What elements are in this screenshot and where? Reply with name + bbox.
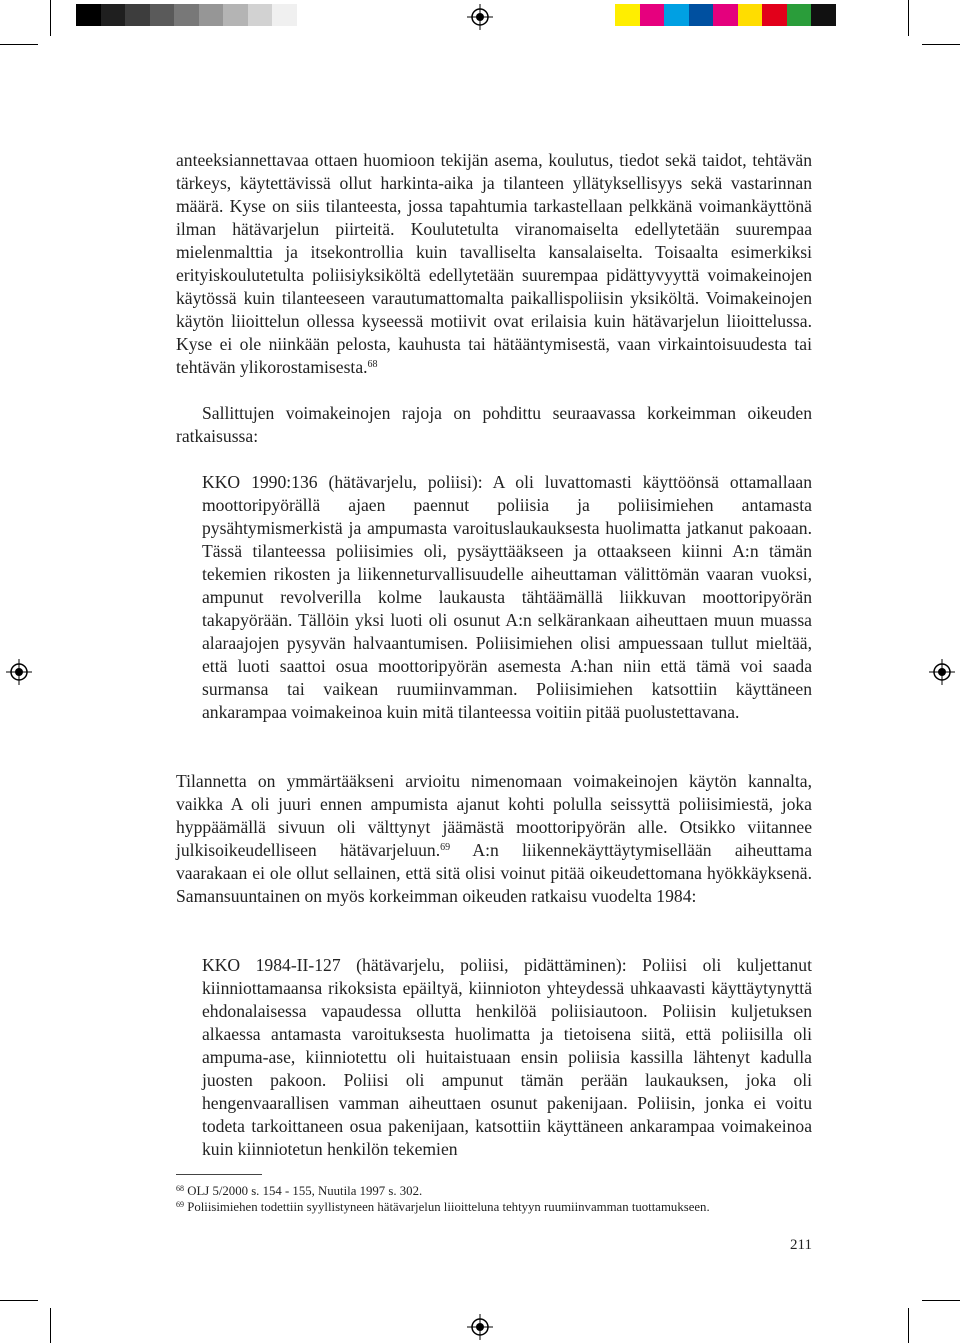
footnote-68 xyxy=(176,1183,836,1199)
footnote-number: 69 xyxy=(176,1200,184,1209)
registration-mark-icon xyxy=(467,4,493,30)
quote-text: KKO 1984-II-127 (hätävarjelu, poliisi, pidättäminen): Poliisi oli kuljettanut kiinniottamaansa rikoksista epäiltyä, kiinnioton yhteydessä uhkaavasti käyttäytynyttä ehdonalaisessa vapaudessa ollutta henkilöä poliisiautoon. Poliisin kuljetuksen alkaessa antamasta varoituksesta huolimatta ja tietoisena siitä, että poliisilla oli ampuma-ase, kiinniotettu oli huitaistuaan ensin poliisia kassilla lähtenyt kadulla juosten pakoon. Poliisi oli ampunut tämän perään laukauksen, joka oli hengenvaarallisen vamman aiheuttaen osunut pakenijaan. Poliisin, jonka ei voitu todeta tarkoittaneen osua pakenijaan, katsottiin käyttäneen ankarampaa voimakeinoa kuin kiinniotetun henkilön tekemien xyxy=(202,955,812,1159)
color-swatch xyxy=(738,4,763,26)
color-swatch xyxy=(272,4,297,26)
footnote-number: 68 xyxy=(176,1184,184,1193)
color-swatch xyxy=(101,4,126,26)
color-swatch xyxy=(615,4,640,26)
footnote-69 xyxy=(176,1199,836,1215)
color-swatch xyxy=(689,4,714,26)
color-swatch xyxy=(811,4,836,26)
color-swatch xyxy=(787,4,812,26)
page-number: 211 xyxy=(790,1237,812,1253)
quote-text: KKO 1990:136 (hätävarjelu, poliisi): A oli luvattomasti käyttöönsä ottamallaan moottoripyörällä ajaen paennut poliisia ja poliisimiehen antamasta pysähtymismerkistä ja ampumasta varoituslaukauksesta huolimatta jatkanut pakoaan. Tässä tilanteessa poliisimies oli, pysäyttääkseen ja ottaakseen kiinni A:n tämän tekemien rikosten ja liikenneturvallisuudelle aiheuttaman välittömän vaaran vuoksi, ampunut revolverilla kolme laukausta tähtäämällä liikkuvan moottoripyörän takapyörään. Tällöin yksi luoti oli osunut A:n selkärankaan aiheuttaen muun muassa alaraajojen pysyvän halvaantumisen. Poliisimiehen olisi ampuessaan tullut mieltää, että luoti saattoi osua moottoripyörän asemesta A:han niin että tämä voi saada surmansa tai vaikean ruumiinvamman. Poliisimiehen katsottiin käyttäneen ankarampaa voimakeinoa kuin mitä tilanteessa voitiin pitää puolustettavana. xyxy=(202,472,812,722)
body-paragraph-1 xyxy=(176,149,812,379)
registration-mark-icon xyxy=(467,1314,493,1340)
case-quote-2 xyxy=(176,954,812,1161)
color-swatch xyxy=(640,4,665,26)
footnote-ref[interactable]: 68 xyxy=(367,359,378,370)
footnote-divider xyxy=(176,1174,262,1175)
crop-mark xyxy=(50,0,51,36)
color-calibration-bar xyxy=(615,4,836,26)
registration-mark-icon xyxy=(929,659,955,685)
crop-mark xyxy=(50,1308,51,1343)
color-swatch xyxy=(199,4,224,26)
color-swatch xyxy=(76,4,101,26)
color-swatch xyxy=(713,4,738,26)
paragraph-text: anteeksiannettavaa ottaen huomioon tekijän asema, koulutus, tiedot sekä taidot, tehtävän tärkeys, käytettävissä ollut harkinta-aika ja tilanteen yllätyksellisyys sekä vastarinnan määrä. Kyse on siis tilanteesta, jossa tapahtumia tarkastellaan pelkkänä voimankäyttönä ilman hätävarjelun piirteitä. Koulutetulta viranomaiselta edellytetään suurempaa mielenmalttia ja itsekontrollia kuin tavalliselta kansalaiselta. Toisaalta esimerkiksi erityiskoulutetulta poliisiyksiköltä edellytetään suurempaa pidättyvyyttä voimakeinojen käytössä kuin tilanteeseen varautumattomalta paikallispoliisin yksiköltä. Voimakeinojen käytön liioittelun ollessa kyseessä motiivit ovat erilaisia kuin hätävarjelun liioittelussa. Kyse ei ole niinkään pelosta, kauhusta tai hätääntymisestä, vaan virkaintoisuudesta tai tehtävän ylikorostamisesta. xyxy=(176,150,812,377)
case-quote-1 xyxy=(176,471,812,724)
paragraph-text: Tilannetta on ymmärtääkseni arvioitu nimenomaan voimakeinojen käytön kannalta, vaikka A oli juuri ennen ampumista ajanut kohti polulla seissyttä poliisimiestä, joka hyppäämällä sivuun oli välttynyt jäämästä moottoripyörän alle. Otsikko viitannee julkisoikeudelliseen hätävarjeluun. xyxy=(176,771,812,860)
color-swatch xyxy=(174,4,199,26)
color-swatch xyxy=(664,4,689,26)
paragraph-text: A:n liikennekäyttäytymisellään aiheuttama vaarakaan ei ole ollut sellainen, että sitä olisi voinut pitää oikeudettomana hyökkäyksenä. Samansuuntainen on myös korkeimman oikeuden ratkaisu vuodelta 1984: xyxy=(176,840,812,906)
footnote-text: OLJ 5/2000 s. 154 - 155, Nuutila 1997 s. 302. xyxy=(187,1184,423,1198)
crop-mark xyxy=(922,44,960,45)
crop-mark xyxy=(0,1300,38,1301)
grayscale-bar xyxy=(76,4,297,26)
crop-mark xyxy=(0,44,38,45)
footnote-ref[interactable]: 69 xyxy=(440,842,451,853)
body-paragraph-2 xyxy=(176,402,812,448)
color-swatch xyxy=(248,4,273,26)
color-swatch xyxy=(223,4,248,26)
crop-mark xyxy=(908,0,909,36)
crop-mark xyxy=(922,1300,960,1301)
registration-mark-icon xyxy=(6,659,32,685)
color-swatch xyxy=(125,4,150,26)
paragraph-text: Sallittujen voimakeinojen rajoja on pohdittu seuraavassa korkeimman oikeuden ratkaisussa: xyxy=(176,403,812,446)
color-swatch xyxy=(762,4,787,26)
crop-mark xyxy=(908,1308,909,1343)
footnote-text: Poliisimiehen todettiin syyllistyneen hätävarjelun liioitteluna tehtyyn ruumiinvamman tuottamukseen. xyxy=(187,1200,710,1214)
color-swatch xyxy=(150,4,175,26)
body-paragraph-3 xyxy=(176,770,812,908)
